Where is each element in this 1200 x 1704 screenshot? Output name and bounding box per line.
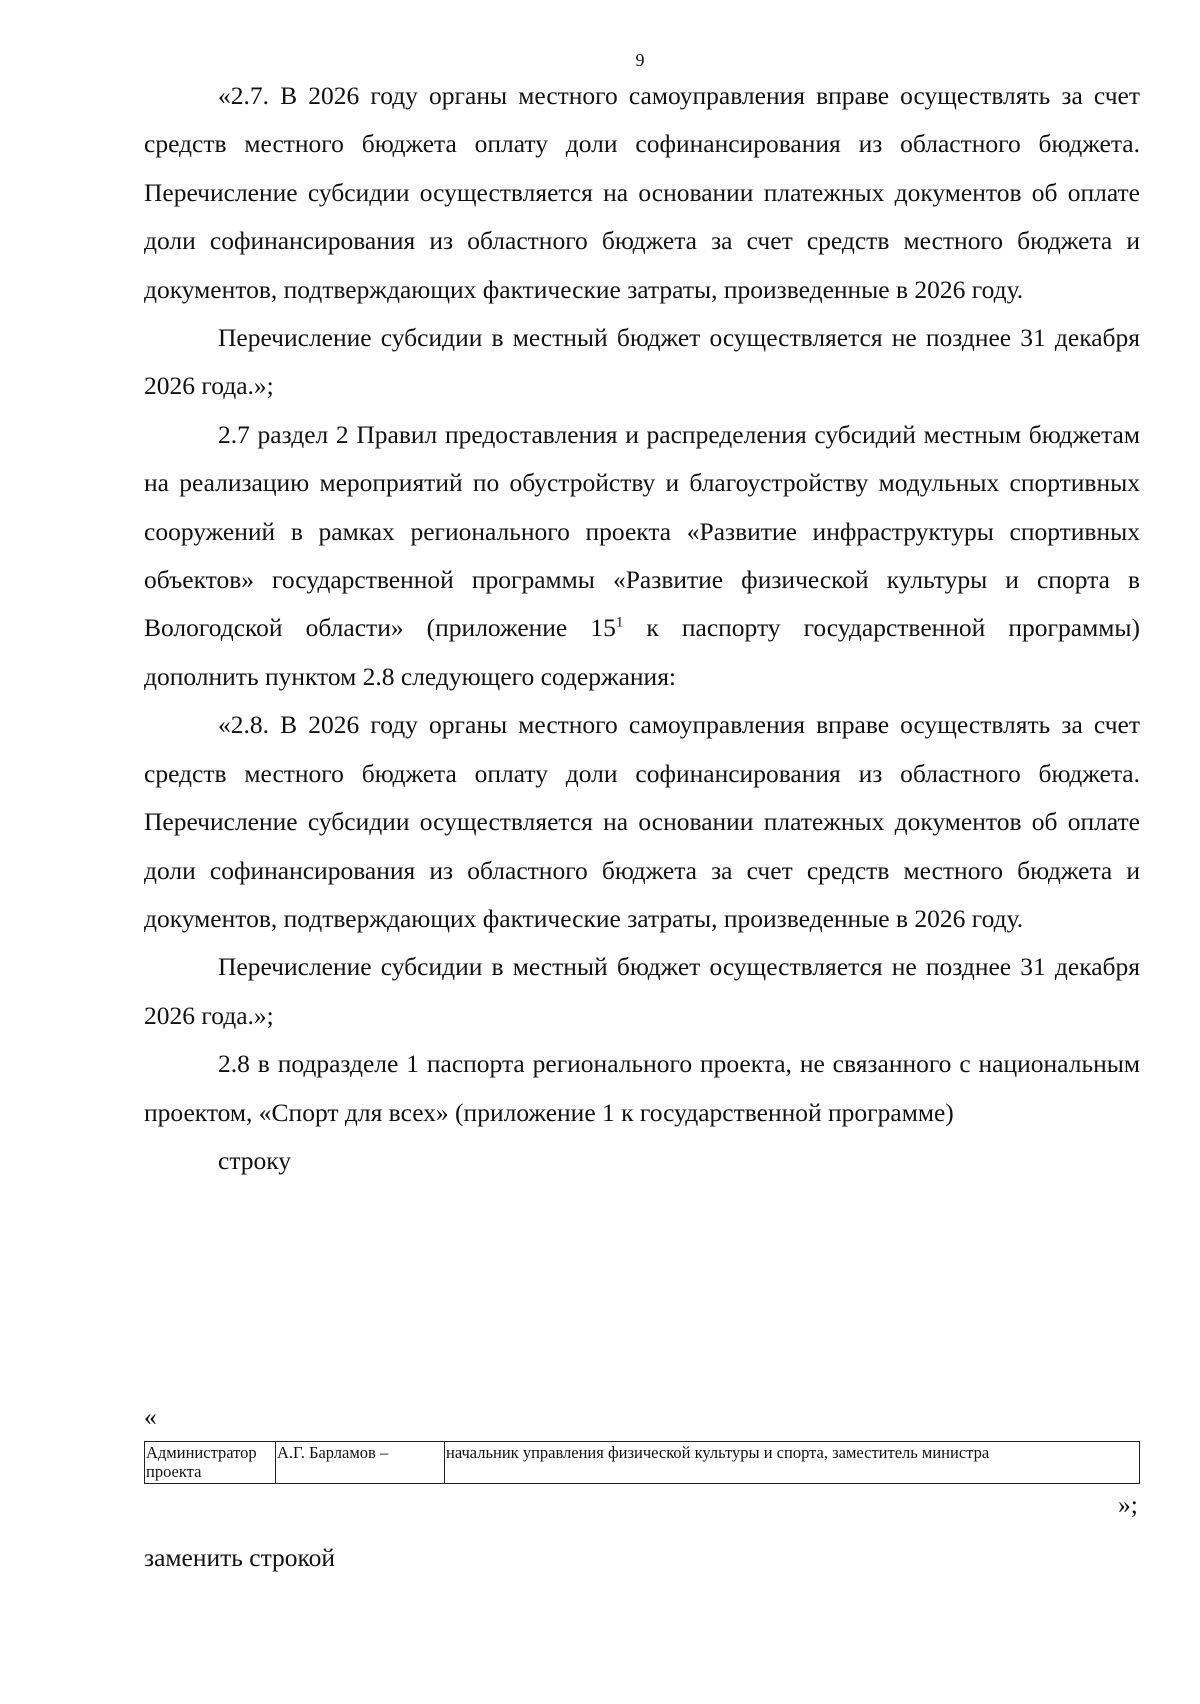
position-cell: начальник управления физической культуры и спорта, заместитель министра bbox=[445, 1442, 1140, 1484]
paragraph-2-7-text: «2.7. В 2026 году органы местного самоуправления вправе осуществлять за счет средств местного бюджета оплату доли софинансирования из областного бюджета. Перечисление субсидии осуществляется на основании платежных документов об оплате доли софинансирования из областного бюджета за счет средств местного бюджета и документов, подтверждающих фактические затраты, произведенные в 2026 году. bbox=[144, 81, 1140, 304]
paragraph-amendment-2-7 bbox=[144, 411, 1140, 701]
amendment-2-7-text: 2.7 раздел 2 Правил предоставления и распределения субсидий местным бюджетам на реализацию мероприятий по обустройству и благоустройству модульных спортивных сооружений в рамках регионального проекта «Развитие инфраструктуры спортивных объектов» государственной программы «Развитие физической культуры и спорта в Вологодской области» (приложение 15 bbox=[144, 419, 1140, 643]
opening-quote: « bbox=[144, 1402, 157, 1431]
table-row bbox=[145, 1442, 1140, 1484]
superscript-index: 1 bbox=[615, 614, 624, 631]
page-number: 9 bbox=[635, 50, 645, 70]
document-body bbox=[144, 72, 1140, 1185]
paragraph-2-8-deadline: Перечисление субсидии в местный бюджет осуществляется не позднее 31 декабря 2026 года.»; bbox=[144, 952, 1140, 1030]
paragraph-amendment-2-8: 2.8 в подразделе 1 паспорта регионального проекта, не связанного с национальным проектом, «Спорт для всех» (приложение 1 к государственной программе) bbox=[144, 1049, 1140, 1127]
closing-quote: »; bbox=[1118, 1490, 1138, 1519]
amendment-2-7-text-end: к паспорту государственной программы) дополнить пунктом 2.8 следующего содержания: bbox=[144, 613, 1140, 691]
name-cell: А.Г. Барламов – bbox=[276, 1442, 445, 1484]
administrator-row-table bbox=[144, 1441, 1140, 1484]
paragraph-2-7-deadline: Перечисление субсидии в местный бюджет осуществляется не позднее 31 декабря 2026 года.»; bbox=[144, 323, 1140, 401]
paragraph-2-8-text: «2.8. В 2026 году органы местного самоуправления вправе осуществлять за счет средств местного бюджета оплату доли софинансирования из областного бюджета. Перечисление субсидии осуществляется на основании платежных документов об оплате доли софинансирования из областного бюджета за счет средств местного бюджета и документов, подтверждающих фактические затраты, произведенные в 2026 году. bbox=[144, 710, 1140, 933]
role-cell: Администратор проекта bbox=[145, 1442, 276, 1484]
replace-instruction: заменить строкой bbox=[144, 1543, 336, 1572]
paragraph-row-intro: строку bbox=[218, 1145, 292, 1175]
